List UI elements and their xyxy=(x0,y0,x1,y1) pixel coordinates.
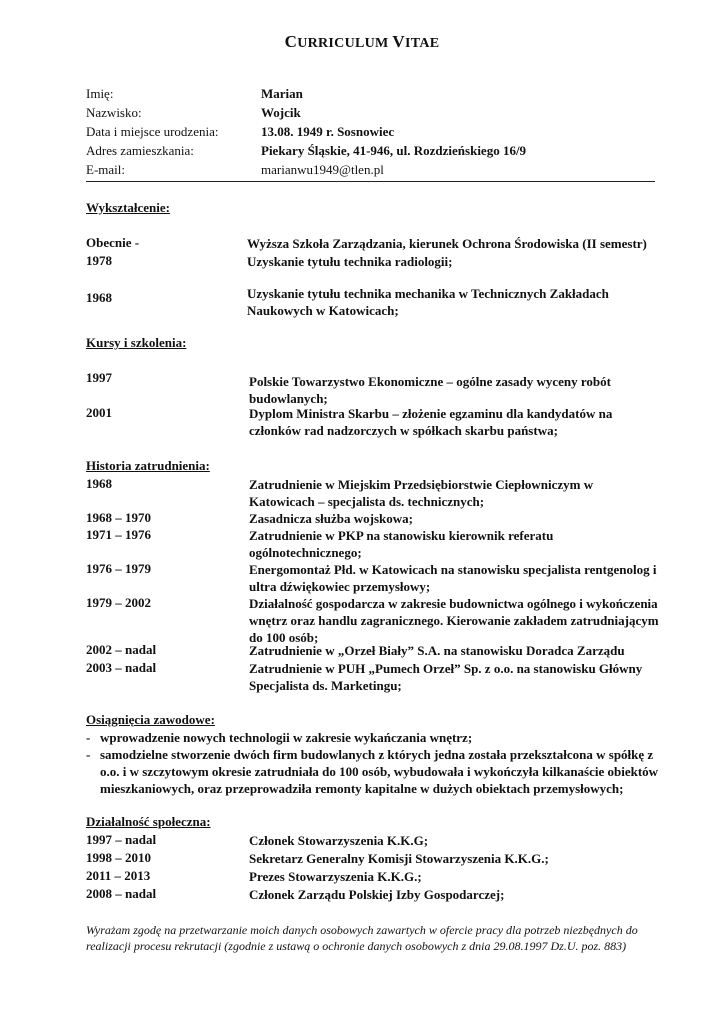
achievement-text: mieszkaniowych, oraz przeprowadziła remonty kapitalne w dużych obiektach przemysłowych; xyxy=(100,781,624,796)
consent-line: Wyrażam zgodę na przetwarzanie moich danych osobowych zawartych w ofercie pracy dla potrzeb niezbędnych do xyxy=(86,923,638,937)
employment-desc-line: Energomontaż Płd. w Katowicach na stanowisku specjalista rentgenolog i xyxy=(249,562,657,577)
employment-desc xyxy=(249,595,659,646)
personal-label-first-name: Imię: xyxy=(86,86,114,101)
section-social-heading: Działalność społeczna: xyxy=(86,814,211,829)
employment-year: 1968 xyxy=(86,476,112,491)
section-courses-heading: Kursy i szkolenia: xyxy=(86,335,187,350)
employment-desc-line: Zasadnicza służba wojskowa; xyxy=(249,511,413,526)
employment-desc-line: do 100 osób; xyxy=(249,630,319,645)
employment-desc-line: Działalność gospodarcza w zakresie budownictwa ogólnego i wykończenia xyxy=(249,596,658,611)
document-title xyxy=(0,32,724,52)
employment-desc-line: Zatrudnienie w PKP na stanowisku kierownik referatu xyxy=(249,528,554,543)
employment-desc-line: Zatrudnienie w „Orzeł Biały” S.A. na stanowisku Doradca Zarządu xyxy=(249,643,625,658)
employment-desc-line: wnętrz oraz handlu zagranicznego. Kierowanie zakładem zatrudniającym xyxy=(249,613,659,628)
employment-desc-line: Zatrudnienie w Miejskim Przedsiębiorstwie Ciepłowniczym w xyxy=(249,477,594,492)
education-year: 1968 xyxy=(86,290,112,305)
employment-desc xyxy=(249,642,625,659)
education-desc-line: Uzyskanie tytułu technika mechanika w Technicznych Zakładach xyxy=(247,286,609,301)
employment-year: 1979 – 2002 xyxy=(86,595,151,610)
personal-value-last-name: Wojcik xyxy=(261,105,301,120)
course-year: 1997 xyxy=(86,370,112,385)
title-initial-v: V xyxy=(392,32,405,51)
employment-desc xyxy=(249,561,656,595)
personal-label-last-name: Nazwisko: xyxy=(86,105,142,120)
social-desc: Sekretarz Generalny Komisji Stowarzyszenia K.K.G.; xyxy=(249,851,549,866)
social-desc: Członek Stowarzyszenia K.K.G; xyxy=(249,833,429,848)
education-year: 1978 xyxy=(86,253,112,268)
social-desc: Członek Zarządu Polskiej Izby Gospodarczej; xyxy=(249,887,505,902)
social-year: 1998 – 2010 xyxy=(86,850,151,865)
course-year: 2001 xyxy=(86,405,112,420)
employment-year: 2003 – nadal xyxy=(86,660,157,675)
education-year: Obecnie - xyxy=(86,235,140,250)
consent-line: realizacji procesu rekrutacji (zgodnie z ustawą o ochronie danych osobowych z dnia 29.08.1997 Dz.U. poz. 883) xyxy=(86,939,627,953)
section-employment-heading: Historia zatrudnienia: xyxy=(86,458,210,473)
social-year: 2008 – nadal xyxy=(86,886,157,901)
employment-desc-line: Zatrudnienie w PUH „Pumech Orzeł” Sp. z o.o. na stanowisku Główny xyxy=(249,661,643,676)
course-desc xyxy=(249,405,612,439)
course-desc-line: członków rad nadzorczych w spółkach skarbu państwa; xyxy=(249,423,558,438)
education-desc-line: Uzyskanie tytułu technika radiologii; xyxy=(247,254,453,269)
personal-label-email: E-mail: xyxy=(86,162,125,177)
education-desc-line: Naukowych w Katowicach; xyxy=(247,303,399,318)
employment-desc-line: Katowicach – specjalista ds. technicznych; xyxy=(249,494,485,509)
achievement-text: samodzielne stworzenie dwóch firm budowlanych z których jedna została przekształcona w spółkę z xyxy=(100,747,654,762)
education-desc xyxy=(247,285,609,319)
personal-label-address: Adres zamieszkania: xyxy=(86,143,194,158)
social-desc: Prezes Stowarzyszenia K.K.G.; xyxy=(249,869,422,884)
employment-desc-line: Specjalista ds. Marketingu; xyxy=(249,678,402,693)
personal-label-birth: Data i miejsce urodzenia: xyxy=(86,124,219,139)
employment-year: 1976 – 1979 xyxy=(86,561,151,576)
employment-desc xyxy=(249,510,413,527)
employment-year: 2002 – nadal xyxy=(86,642,157,657)
bullet-dash: - xyxy=(86,730,91,745)
personal-value-first-name: Marian xyxy=(261,86,303,101)
course-desc-line: Polskie Towarzystwo Ekonomiczne – ogólne zasady wyceny robót xyxy=(249,374,611,389)
title-word-curriculum: URRICULUM xyxy=(297,36,389,51)
title-initial-c: C xyxy=(284,32,298,51)
consent-clause xyxy=(86,922,666,954)
section-education-heading: Wykształcenie: xyxy=(86,200,170,215)
course-desc xyxy=(249,373,611,407)
header-divider xyxy=(86,181,655,182)
social-year: 1997 – nadal xyxy=(86,832,157,847)
course-desc-line: Dyplom Ministra Skarbu – złożenie egzaminu dla kandydatów na xyxy=(249,406,613,421)
education-desc xyxy=(247,253,453,270)
achievement-item xyxy=(86,746,671,797)
employment-desc-line: ogólnotechnicznego; xyxy=(249,545,362,560)
education-desc xyxy=(247,235,647,252)
education-desc-line: Wyższa Szkoła Zarządzania, kierunek Ochrona Środowiska (II semestr) xyxy=(247,236,647,251)
course-desc-line: budowlanych; xyxy=(249,391,328,406)
employment-desc xyxy=(249,476,593,510)
personal-value-address: Piekary Śląskie, 41-946, ul. Rozdzieńskiego 16/9 xyxy=(261,143,527,158)
title-word-vitae: ITAE xyxy=(404,36,440,51)
personal-value-email: marianwu1949@tlen.pl xyxy=(261,162,384,177)
employment-desc xyxy=(249,527,553,561)
achievement-text: o.o. i w szczytowym okresie zatrudniała do 100 osób, wybudowała i wykończyła kilkanaście obiektów xyxy=(100,764,659,779)
achievement-item xyxy=(86,729,671,746)
employment-year: 1971 – 1976 xyxy=(86,527,151,542)
achievement-text: wprowadzenie nowych technologii w zakresie wykańczania wnętrz; xyxy=(100,730,473,745)
social-year: 2011 – 2013 xyxy=(86,868,151,883)
bullet-dash: - xyxy=(86,747,91,762)
employment-desc-line: ultra dźwiękowiec przemysłowy; xyxy=(249,579,431,594)
section-achievements-heading: Osiągnięcia zawodowe: xyxy=(86,712,215,727)
employment-year: 1968 – 1970 xyxy=(86,510,151,525)
personal-value-birth: 13.08. 1949 r. Sosnowiec xyxy=(261,124,395,139)
employment-desc xyxy=(249,660,642,694)
